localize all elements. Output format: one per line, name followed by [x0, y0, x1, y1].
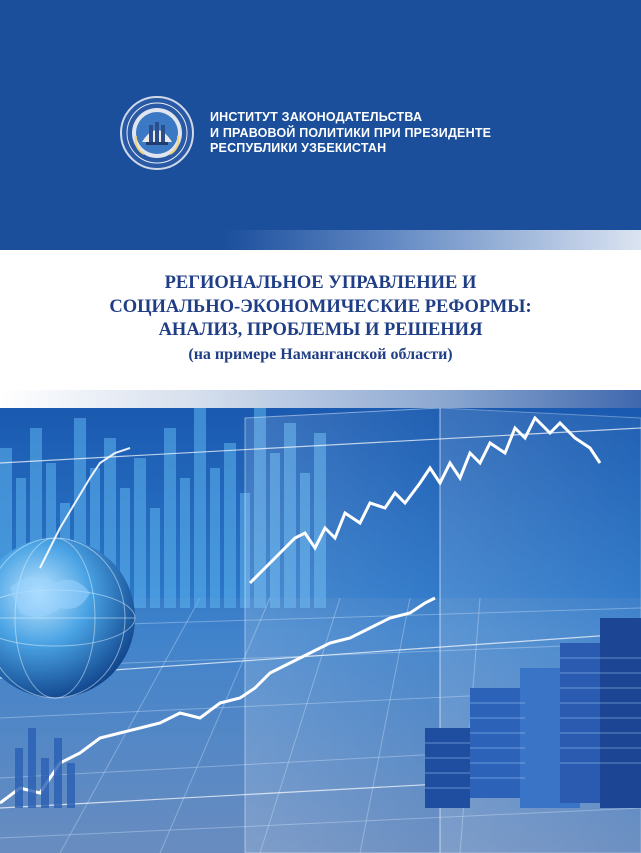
institute-line-2: И ПРАВОВОЙ ПОЛИТИКИ ПРИ ПРЕЗИДЕНТЕ [210, 125, 492, 140]
finance-chart-globe-illustration [0, 408, 641, 853]
title-line-1: РЕГИОНАЛЬНОЕ УПРАВЛЕНИЕ И [164, 273, 477, 293]
title-line-3: АНАЛИЗ, ПРОБЛЕМЫ И РЕШЕНИЯ [158, 320, 483, 340]
title-line-2: СОЦИАЛЬНО-ЭКОНОМИЧЕСКИЕ РЕФОРМЫ: [109, 296, 532, 317]
institute-name [210, 110, 610, 157]
institute-emblem-icon [120, 96, 194, 170]
document-subtitle: (на примере Наманганской области) [188, 345, 453, 363]
header-gradient-strip [0, 230, 641, 250]
separator-band [0, 390, 641, 408]
document-title [0, 272, 641, 366]
institute-line-3: РЕСПУБЛИКИ УЗБЕКИСТАН [210, 141, 387, 155]
institute-line-1: ИНСТИТУТ ЗАКОНОДАТЕЛЬСТВА [210, 110, 423, 124]
